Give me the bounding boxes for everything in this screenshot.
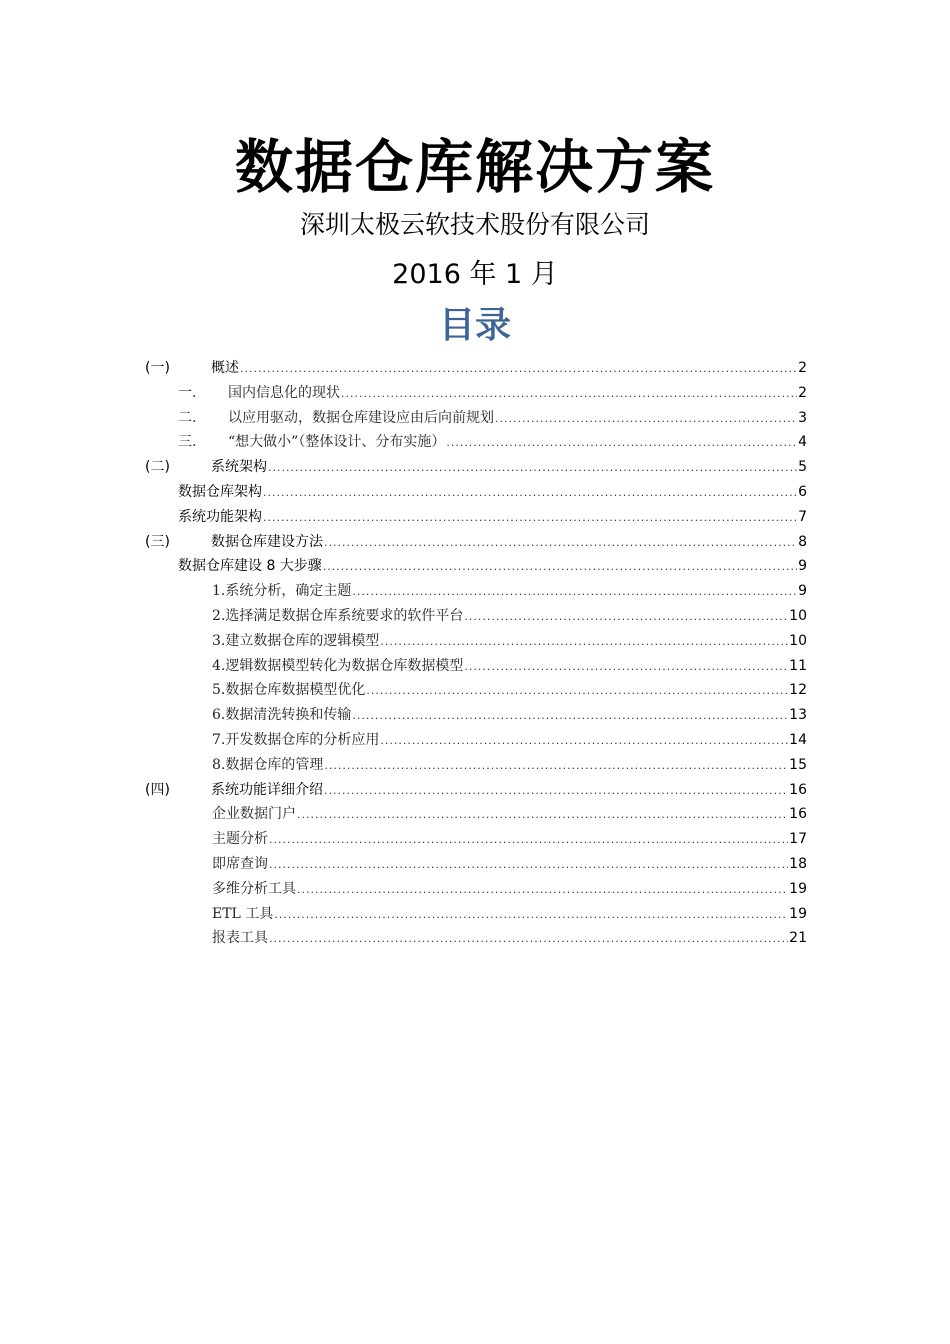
toc-entry-label: 企业数据门户 [212,806,296,823]
toc-entry[interactable] [145,455,807,480]
toc-entry-label: 报表工具 [212,930,268,947]
toc-dot-leader [464,605,788,629]
toc-page-number: 14 [789,732,807,748]
toc-entry-label: 4.逻辑数据模型转化为数据仓库数据模型 [212,657,464,674]
toc-dot-leader [263,481,797,505]
toc-entry[interactable] [212,654,807,679]
toc-heading: 目录 [438,305,511,346]
toc-entry[interactable] [178,406,807,431]
toc-entry-label: 多维分析工具 [212,880,296,897]
toc-entry-number: (三) [145,533,170,550]
toc-entry[interactable] [212,926,807,951]
toc-page-number: 16 [789,781,807,798]
toc-entry-label: 数据仓库建设方法 [211,533,323,550]
toc-entry-number: (一) [145,360,170,376]
toc-page-number: 6 [798,484,807,500]
toc-dot-leader [446,431,797,455]
toc-dot-leader [269,853,788,877]
toc-dot-leader [240,357,797,381]
toc-page-number: 10 [789,608,807,624]
toc-entry[interactable] [212,902,807,927]
toc-dot-leader [324,754,788,778]
toc-entry-number: 三. [178,434,197,451]
toc-entry[interactable] [212,629,807,654]
toc-page-number: 11 [789,657,807,674]
toc-page-number: 2 [798,384,807,401]
toc-page-number: 10 [789,632,807,649]
toc-entry-label: 主题分析 [212,831,268,848]
toc-page-number: 13 [789,707,807,724]
toc-dot-leader [269,828,788,852]
toc-entry-number: 二. [178,409,197,426]
toc-entry-label: 系统架构 [211,459,267,476]
toc-page-number: 8 [798,533,807,550]
toc-page-number: 21 [789,930,807,947]
toc-entry-label: ETL 工具 [212,905,274,922]
toc-entry[interactable] [212,753,807,778]
document-title: 数据仓库解决方案 [234,133,715,201]
toc-entry-label: 6.数据清洗转换和传输 [212,707,352,724]
toc-dot-leader [274,903,788,927]
toc-entry[interactable] [212,703,807,728]
toc-dot-leader [324,779,788,803]
toc-entry[interactable] [212,852,807,877]
toc-dot-leader [297,878,788,902]
toc-page-number: 17 [789,831,807,848]
toc-entry-label: 3.建立数据仓库的逻辑模型 [212,632,380,649]
toc-dot-leader [324,531,797,555]
toc-entry[interactable] [145,778,807,803]
toc-entry[interactable] [145,530,807,555]
toc-dot-leader [269,927,788,951]
toc-entry-label: 国内信息化的现状 [228,384,340,401]
toc-dot-leader [323,555,797,579]
toc-entry[interactable] [212,604,807,629]
toc-page-number: 15 [789,756,807,773]
toc-entry[interactable] [178,554,807,579]
toc-entry-label: 数据仓库建设 8 大步骤 [178,558,322,575]
toc-entry-label: 5.数据仓库数据模型优化 [212,682,366,699]
toc-page-number: 19 [789,905,807,922]
toc-dot-leader [352,580,797,604]
toc-entry[interactable] [212,877,807,902]
toc-entry[interactable] [178,430,807,455]
toc-page-number: 12 [789,682,807,699]
toc-page-number: 9 [798,558,807,575]
toc-entry[interactable] [145,356,807,381]
toc-page-number: 16 [789,806,807,823]
toc-dot-leader [297,803,788,827]
toc-page-number: 2 [798,360,807,376]
toc-page-number: 4 [798,434,807,451]
toc-dot-leader [380,630,788,654]
toc-dot-leader [464,655,788,679]
toc-page-number: 7 [798,508,807,525]
toc-entry-label: 7.开发数据仓库的分析应用 [212,732,380,748]
document-date: 2016 年 1 月 [392,259,558,290]
toc-entry[interactable] [212,579,807,604]
toc-page-number: 9 [798,583,807,600]
toc-dot-leader [366,679,788,703]
toc-entry-label: 系统功能详细介绍 [211,781,323,798]
toc-dot-leader [495,407,797,431]
toc-dot-leader [268,456,797,480]
toc-entry-number: (二) [145,459,170,476]
toc-entry-label: 系统功能架构 [178,508,262,525]
toc-entry[interactable] [178,505,807,530]
toc-entry[interactable] [212,728,807,753]
company-name: 深圳太极云软技术股份有限公司 [299,210,650,239]
toc-dot-leader [341,382,797,406]
toc-entry-label: 8.数据仓库的管理 [212,756,324,773]
toc-entry[interactable] [178,480,807,505]
toc-page-number: 5 [798,459,807,476]
toc-entry-number: (四) [145,781,170,798]
toc-page-number: 3 [798,409,807,426]
toc-entry[interactable] [212,827,807,852]
toc-dot-leader [263,506,797,530]
toc-entry[interactable] [212,678,807,703]
toc-dot-leader [380,729,788,753]
toc-page-number: 19 [789,880,807,897]
toc-entry[interactable] [212,802,807,827]
toc-entry-label: 即席查询 [212,856,268,872]
toc-entry-label: 2.选择满足数据仓库系统要求的软件平台 [212,608,464,624]
toc-entry-label: “想大做小”（整体设计、分布实施） [228,434,446,451]
toc-dot-leader [352,704,788,728]
toc-entry[interactable] [178,381,807,406]
toc-entry-label: 以应用驱动，数据仓库建设应由后向前规划 [228,409,494,426]
toc-entry-label: 数据仓库架构 [178,484,262,500]
toc-entry-label: 概述 [211,360,239,376]
toc-page-number: 18 [789,856,807,872]
toc-entry-label: 1.系统分析，确定主题 [212,583,352,600]
toc-entry-number: 一. [178,384,197,401]
